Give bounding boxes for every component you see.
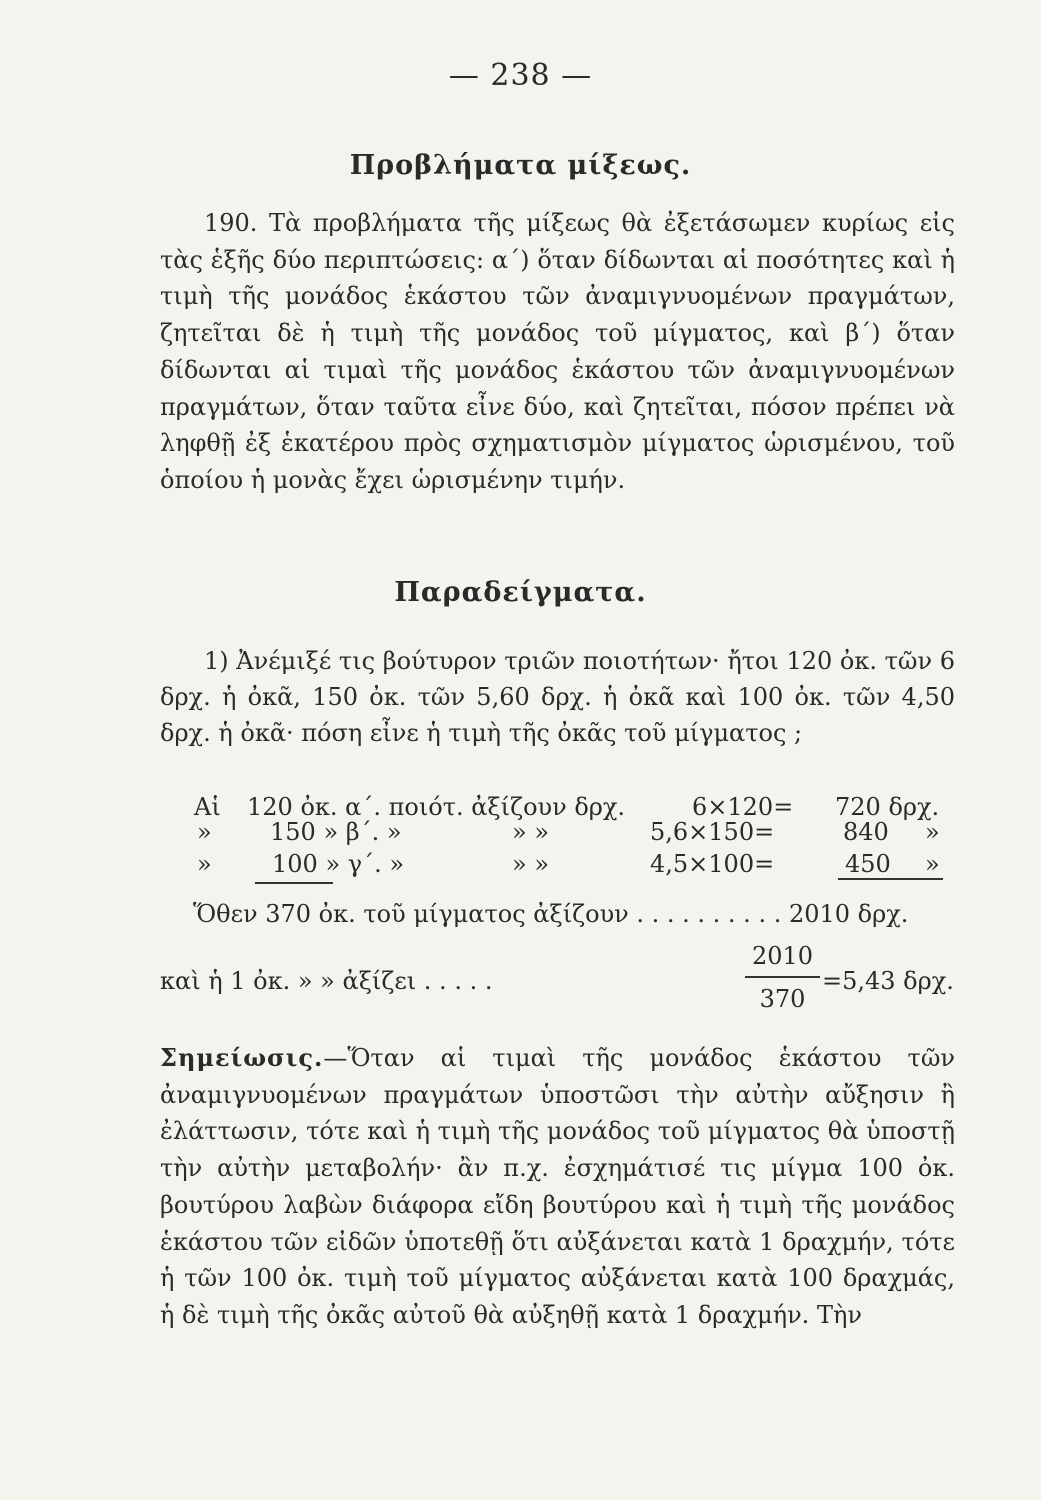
fraction-denominator: 370 [759, 985, 806, 1013]
row-quantity: 100 » γ΄. » [272, 850, 405, 878]
remark-title: Σημείωσις. [160, 1043, 324, 1072]
unit-line-left: καὶ ἡ 1 ὀκ. » » ἀξίζει . . . . . [160, 967, 493, 995]
row-quantity: 150 » β΄. » [270, 818, 402, 846]
row-lead: Αἱ [194, 793, 221, 821]
section-title: Προβλήματα μίξεως. [349, 150, 692, 181]
row-calculation: 4,5×100= [650, 850, 775, 878]
unit-result: =5,43 δρχ. [822, 967, 954, 995]
row-calculation: 6×120= [692, 793, 794, 821]
row-quantity: 120 ὀκ. α΄. ποιότ. ἀξίζουν δρχ. [247, 793, 626, 821]
example-1-statement: 1) Ἀνέμιξέ τις βούτυρον τριῶν ποιοτήτων· ἤτοι 120 ὀκ. τῶν 6 δρχ. ἡ ὀκᾶ, 150 ὀκ. τῶν 5,60 δρχ. ἡ ὀκᾶ καὶ 100 ὀκ. τῶν 4,50 δρχ. ἡ ὀκᾶ· πόση εἶνε ἡ τιμὴ τῆς ὀκᾶς τοῦ μίγματος ; [160, 647, 955, 747]
total-line: Ὅθεν 370 ὀκ. τοῦ μίγματος ἀξίζουν . . . . . . . . . . 2010 δρχ. [193, 900, 909, 928]
row-result: 720 δρχ. [835, 793, 940, 821]
examples-title: Παραδείγματα. [394, 577, 647, 608]
row-tail: » [925, 850, 940, 878]
remark-paragraph [160, 1040, 955, 1334]
page-number: — 238 — [448, 58, 593, 93]
row-lead: » [197, 850, 212, 878]
paragraph-number: 190. [204, 209, 258, 237]
sum-rule-right [838, 878, 943, 880]
intro-paragraph [160, 205, 955, 499]
sum-rule-left [255, 882, 333, 884]
row-result: 450 [845, 850, 891, 878]
row-lead: » [197, 818, 212, 846]
remark-text: —Ὅταν αἱ τιμαὶ τῆς μονάδος ἑκάστου τῶν ἀναμιγνυομένων πραγμάτων ὑποστῶσι τὴν αὐτὴν αὔξησιν ἢ ἐλάττωσιν, τότε καὶ ἡ τιμὴ τῆς μονάδος τοῦ μίγματος θὰ ὑποστῇ τὴν αὐτὴν μεταβολήν· ἂν π.χ. ἐσχημάτισέ τις μίγμα 100 ὀκ. βουτύρου λαβὼν διάφορα εἴδη βουτύρου καὶ ἡ τιμὴ τῆς μονάδος ἑκάστου τῶν εἰδῶν ὑποτεθῇ ὅτι αὐξάνεται κατὰ 1 δραχμήν, τότε ἡ τῶν 100 ὀκ. τιμὴ τοῦ μίγματος αὐξάνεται κατὰ 100 δραχμάς, ἡ δὲ τιμὴ τῆς ὀκᾶς αὐτοῦ θὰ αὐξηθῇ κατὰ 1 δραχμήν. Τὴν [160, 1044, 955, 1329]
fraction-numerator: 2010 [751, 942, 814, 970]
row-tail: » [925, 818, 940, 846]
fraction-bar [745, 976, 820, 978]
row-ditto: » » [512, 850, 549, 878]
row-result: 840 [843, 818, 889, 846]
row-calculation: 5,6×150= [650, 818, 775, 846]
row-ditto: » » [512, 818, 549, 846]
intro-text: Τὰ προβλήματα τῆς μίξεως θὰ ἐξετάσωμεν κυρίως εἰς τὰς ἑξῆς δύο περιπτώσεις: α΄) ὅταν δίδωνται αἱ ποσότητες καὶ ἡ τιμὴ τῆς μονάδος ἑκάστου τῶν ἀναμιγνυομένων πραγμάτων, ζητεῖται δὲ ἡ τιμὴ τῆς μονάδος τοῦ μίγματος, καὶ β΄) ὅταν δίδωνται αἱ τιμαὶ τῆς μονάδος ἑκάστου τῶν ἀναμιγνυομένων πραγμάτων, ὅταν ταῦτα εἶνε δύο, καὶ ζητεῖται, πόσον πρέπει νὰ ληφθῇ ἐξ ἑκατέρου πρὸς σχηματισμὸν μίγματος ὡρισμένου, τοῦ ὁποίου ἡ μονὰς ἔχει ὡρισμένην τιμήν. [160, 209, 955, 494]
